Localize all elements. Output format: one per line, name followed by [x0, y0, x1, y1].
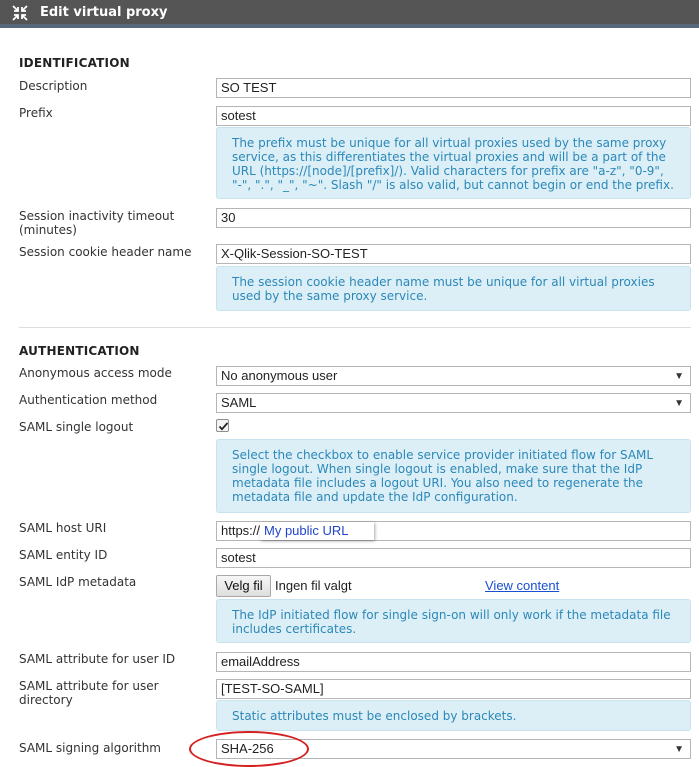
- identification-heading: IDENTIFICATION: [19, 56, 130, 70]
- prefix-input[interactable]: sotest: [216, 106, 691, 126]
- user-directory-label: SAML attribute for user directory: [19, 679, 159, 707]
- user-id-label: SAML attribute for user ID: [19, 652, 176, 666]
- dialog-title: Edit virtual proxy: [40, 5, 168, 20]
- prefix-help: The prefix must be unique for all virtual proxies used by the same proxy service, as this differentiates the virtual proxies and will be a part of the URL (https://[node]/[prefix]/). Valid characters for prefix are "a-z", "0-9", "-", ".", "_", "~". Slash "/" is also valid, but cannot begin or end the prefix.: [216, 127, 691, 199]
- timeout-label: Session inactivity timeout (minutes): [19, 209, 175, 237]
- signing-select[interactable]: [216, 739, 691, 759]
- host-uri-input[interactable]: https://: [216, 521, 691, 541]
- prefix-label: Prefix: [19, 106, 53, 120]
- user-directory-input[interactable]: [TEST-SO-SAML]: [216, 679, 691, 699]
- idp-metadata-label: SAML IdP metadata: [19, 575, 137, 589]
- anonymous-select-value: No anonymous user: [221, 368, 338, 383]
- collapse-arrows-icon[interactable]: [12, 5, 28, 21]
- host-uri-label: SAML host URI: [19, 521, 107, 535]
- single-logout-help: Select the checkbox to enable service provider initiated flow for SAML single logout. When single logout is enabled, make sure that the IdP metadata file includes a logout URI. You also need to regenerate the metadata file and update the IdP configuration.: [216, 439, 691, 513]
- dropdown-arrow-icon: ▼: [674, 371, 684, 382]
- public-url-overlay: My public URL: [260, 522, 374, 540]
- single-logout-checkbox[interactable]: [216, 419, 229, 432]
- timeout-input[interactable]: 30: [216, 208, 691, 228]
- description-label: Description: [19, 79, 88, 93]
- single-logout-label: SAML single logout: [19, 420, 134, 434]
- anonymous-label: Anonymous access mode: [19, 366, 172, 380]
- view-content-link[interactable]: View content: [485, 578, 560, 593]
- dropdown-arrow-icon: ▼: [674, 744, 684, 755]
- anonymous-select[interactable]: [216, 366, 691, 386]
- file-status: Ingen fil valgt: [275, 578, 352, 593]
- checkmark-icon: [217, 420, 230, 433]
- dialog-titlebar: [0, 0, 699, 28]
- authentication-heading: AUTHENTICATION: [19, 344, 140, 358]
- user-id-input[interactable]: emailAddress: [216, 652, 691, 672]
- entity-id-input[interactable]: sotest: [216, 548, 691, 568]
- method-label: Authentication method: [19, 393, 158, 407]
- signing-select-value: SHA-256: [221, 741, 274, 756]
- cookie-input[interactable]: X-Qlik-Session-SO-TEST: [216, 244, 691, 264]
- choose-file-button[interactable]: Velg fil: [216, 575, 271, 597]
- cookie-help: The session cookie header name must be unique for all virtual proxies used by the same proxy service.: [216, 266, 691, 311]
- entity-id-label: SAML entity ID: [19, 548, 108, 562]
- cookie-label: Session cookie header name: [19, 245, 192, 259]
- description-input[interactable]: SO TEST: [216, 78, 691, 98]
- dropdown-arrow-icon: ▼: [674, 398, 684, 409]
- section-divider: [19, 327, 691, 328]
- method-select[interactable]: [216, 393, 691, 413]
- idp-metadata-help: The IdP initiated flow for single sign-on will only work if the metadata file includes certificates.: [216, 599, 691, 643]
- user-directory-help: Static attributes must be enclosed by brackets.: [216, 700, 691, 731]
- signing-label: SAML signing algorithm: [19, 741, 161, 755]
- method-select-value: SAML: [221, 395, 257, 410]
